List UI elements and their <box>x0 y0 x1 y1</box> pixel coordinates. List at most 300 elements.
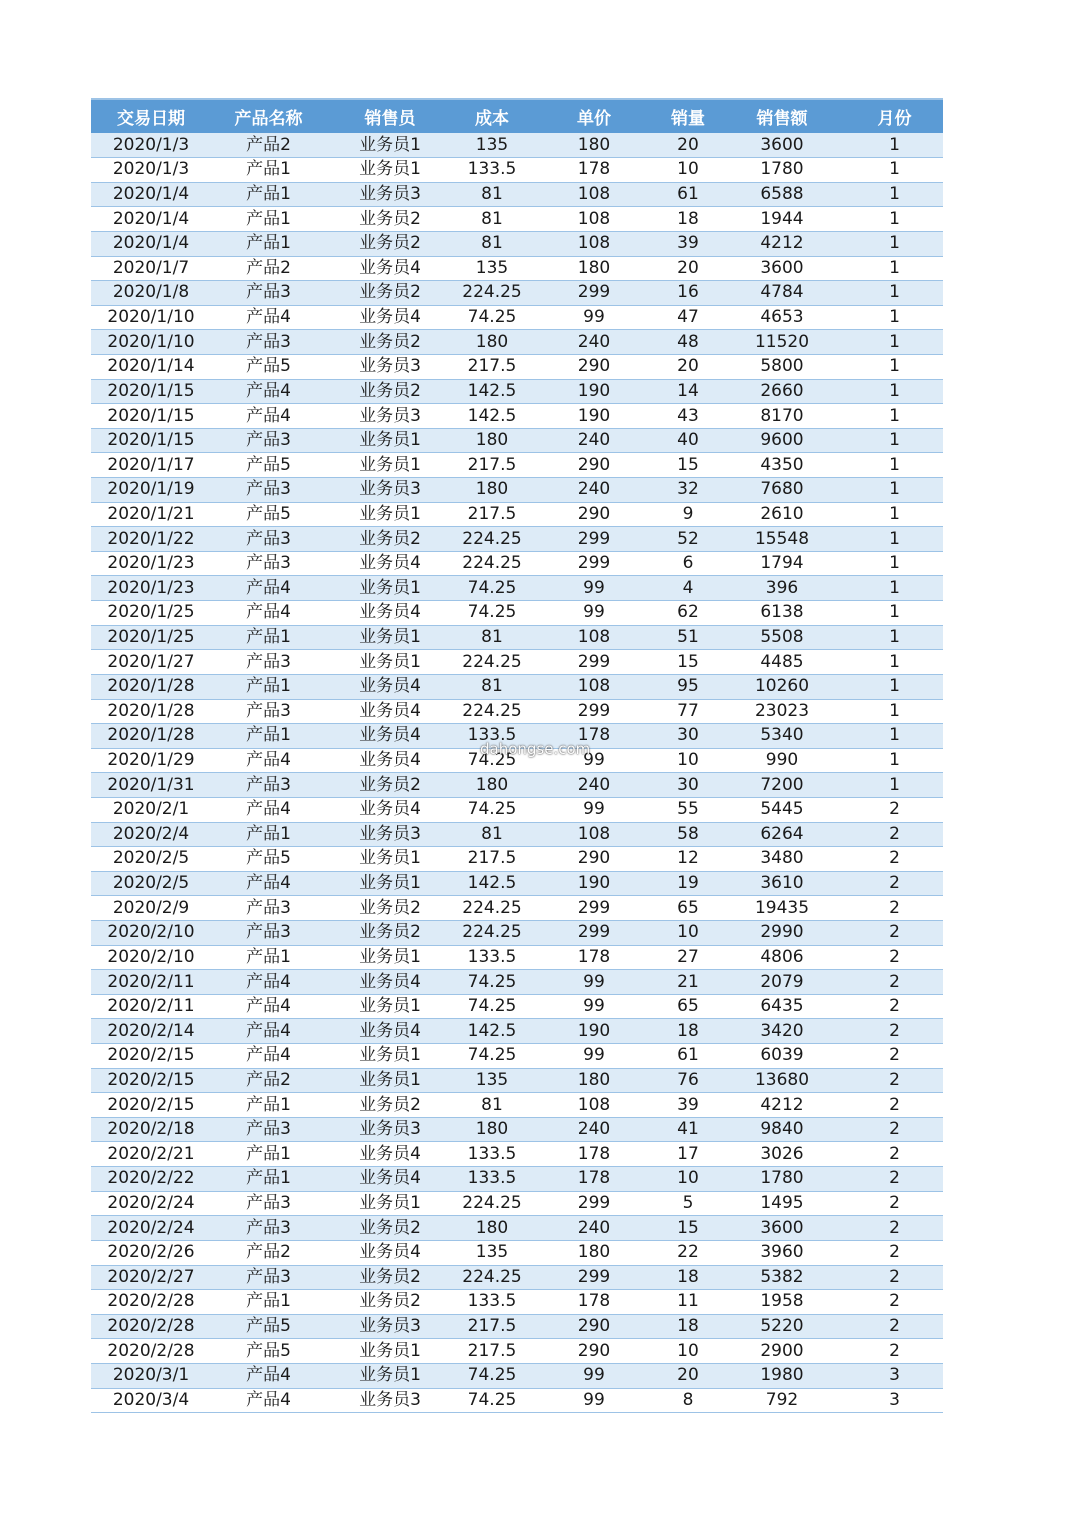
cell-salesperson: 业务员1 <box>326 1339 454 1364</box>
table-row <box>91 379 943 404</box>
cell-date: 2020/1/21 <box>91 502 211 527</box>
cell-product: 产品4 <box>211 1363 326 1388</box>
cell-amount: 6039 <box>718 1044 846 1069</box>
cell-product: 产品1 <box>211 1167 326 1192</box>
cell-month: 2 <box>846 1339 943 1364</box>
cell-product: 产品4 <box>211 797 326 822</box>
table-row <box>91 1093 943 1118</box>
cell-month: 2 <box>846 1314 943 1339</box>
table-row <box>91 1044 943 1069</box>
cell-cost: 133.5 <box>454 724 530 749</box>
table-row <box>91 674 943 699</box>
cell-date: 2020/2/11 <box>91 970 211 995</box>
table-row <box>91 1167 943 1192</box>
cell-cost: 180 <box>454 330 530 355</box>
cell-month: 2 <box>846 1044 943 1069</box>
cell-salesperson: 业务员3 <box>326 1314 454 1339</box>
cell-amount: 13680 <box>718 1068 846 1093</box>
cell-month: 2 <box>846 1142 943 1167</box>
cell-cost: 135 <box>454 133 530 158</box>
table-row <box>91 871 943 896</box>
cell-quantity: 52 <box>658 527 718 552</box>
cell-date: 2020/2/11 <box>91 994 211 1019</box>
cell-price: 108 <box>530 625 658 650</box>
cell-date: 2020/1/29 <box>91 748 211 773</box>
cell-product: 产品1 <box>211 674 326 699</box>
cell-price: 99 <box>530 1044 658 1069</box>
cell-amount: 4212 <box>718 231 846 256</box>
cell-cost: 74.25 <box>454 576 530 601</box>
cell-salesperson: 业务员4 <box>326 551 454 576</box>
cell-month: 2 <box>846 945 943 970</box>
cell-cost: 224.25 <box>454 699 530 724</box>
cell-quantity: 58 <box>658 822 718 847</box>
cell-product: 产品4 <box>211 1388 326 1413</box>
cell-salesperson: 业务员1 <box>326 847 454 872</box>
cell-salesperson: 业务员2 <box>326 527 454 552</box>
table-row <box>91 1216 943 1241</box>
cell-salesperson: 业务员2 <box>326 1290 454 1315</box>
cell-product: 产品1 <box>211 182 326 207</box>
cell-quantity: 15 <box>658 453 718 478</box>
cell-quantity: 65 <box>658 896 718 921</box>
cell-date: 2020/1/7 <box>91 256 211 281</box>
cell-amount: 9840 <box>718 1117 846 1142</box>
cell-quantity: 15 <box>658 650 718 675</box>
cell-price: 299 <box>530 1191 658 1216</box>
header-cost: 成本 <box>454 99 530 133</box>
cell-cost: 224.25 <box>454 896 530 921</box>
cell-product: 产品4 <box>211 404 326 429</box>
cell-product: 产品4 <box>211 871 326 896</box>
table-row <box>91 1290 943 1315</box>
cell-salesperson: 业务员4 <box>326 1019 454 1044</box>
cell-product: 产品3 <box>211 896 326 921</box>
cell-product: 产品3 <box>211 773 326 798</box>
cell-date: 2020/1/31 <box>91 773 211 798</box>
table-row <box>91 576 943 601</box>
cell-month: 3 <box>846 1388 943 1413</box>
cell-amount: 4485 <box>718 650 846 675</box>
cell-month: 1 <box>846 625 943 650</box>
cell-month: 2 <box>846 847 943 872</box>
cell-cost: 81 <box>454 182 530 207</box>
cell-product: 产品3 <box>211 281 326 306</box>
cell-price: 299 <box>530 921 658 946</box>
table-row <box>91 1339 943 1364</box>
cell-product: 产品4 <box>211 305 326 330</box>
cell-salesperson: 业务员3 <box>326 478 454 503</box>
cell-price: 190 <box>530 379 658 404</box>
cell-quantity: 4 <box>658 576 718 601</box>
cell-price: 99 <box>530 797 658 822</box>
cell-price: 108 <box>530 231 658 256</box>
cell-month: 1 <box>846 182 943 207</box>
cell-amount: 4350 <box>718 453 846 478</box>
cell-quantity: 43 <box>658 404 718 429</box>
cell-date: 2020/1/25 <box>91 625 211 650</box>
table-row <box>91 945 943 970</box>
cell-product: 产品3 <box>211 1216 326 1241</box>
cell-salesperson: 业务员1 <box>326 502 454 527</box>
cell-date: 2020/2/15 <box>91 1044 211 1069</box>
cell-date: 2020/1/4 <box>91 231 211 256</box>
table-row <box>91 921 943 946</box>
cell-quantity: 5 <box>658 1191 718 1216</box>
cell-salesperson: 业务员2 <box>326 330 454 355</box>
table-row <box>91 256 943 281</box>
cell-price: 299 <box>530 551 658 576</box>
cell-price: 108 <box>530 1093 658 1118</box>
table-row <box>91 281 943 306</box>
cell-cost: 142.5 <box>454 871 530 896</box>
cell-cost: 74.25 <box>454 748 530 773</box>
cell-cost: 224.25 <box>454 281 530 306</box>
cell-date: 2020/2/5 <box>91 847 211 872</box>
cell-amount: 1794 <box>718 551 846 576</box>
cell-date: 2020/2/14 <box>91 1019 211 1044</box>
cell-month: 2 <box>846 1117 943 1142</box>
cell-product: 产品3 <box>211 921 326 946</box>
cell-amount: 9600 <box>718 428 846 453</box>
table-row <box>91 699 943 724</box>
table-row <box>91 428 943 453</box>
cell-quantity: 61 <box>658 182 718 207</box>
cell-salesperson: 业务员1 <box>326 428 454 453</box>
cell-quantity: 22 <box>658 1240 718 1265</box>
cell-cost: 74.25 <box>454 797 530 822</box>
cell-product: 产品4 <box>211 970 326 995</box>
cell-product: 产品5 <box>211 453 326 478</box>
cell-quantity: 47 <box>658 305 718 330</box>
cell-cost: 133.5 <box>454 945 530 970</box>
cell-salesperson: 业务员4 <box>326 724 454 749</box>
cell-salesperson: 业务员1 <box>326 1044 454 1069</box>
cell-price: 178 <box>530 158 658 183</box>
cell-cost: 81 <box>454 231 530 256</box>
cell-month: 3 <box>846 1363 943 1388</box>
cell-month: 2 <box>846 1265 943 1290</box>
table-row <box>91 1314 943 1339</box>
cell-month: 1 <box>846 281 943 306</box>
cell-month: 1 <box>846 724 943 749</box>
cell-salesperson: 业务员4 <box>326 305 454 330</box>
cell-product: 产品3 <box>211 551 326 576</box>
table-row <box>91 970 943 995</box>
cell-salesperson: 业务员1 <box>326 158 454 183</box>
cell-cost: 133.5 <box>454 158 530 183</box>
cell-quantity: 19 <box>658 871 718 896</box>
cell-amount: 3610 <box>718 871 846 896</box>
cell-amount: 7200 <box>718 773 846 798</box>
cell-month: 2 <box>846 1191 943 1216</box>
cell-quantity: 10 <box>658 1167 718 1192</box>
cell-date: 2020/2/15 <box>91 1093 211 1118</box>
cell-product: 产品3 <box>211 650 326 675</box>
cell-quantity: 27 <box>658 945 718 970</box>
cell-product: 产品1 <box>211 158 326 183</box>
cell-product: 产品1 <box>211 1290 326 1315</box>
cell-salesperson: 业务员4 <box>326 1167 454 1192</box>
cell-date: 2020/1/4 <box>91 207 211 232</box>
cell-cost: 74.25 <box>454 1388 530 1413</box>
cell-cost: 142.5 <box>454 404 530 429</box>
cell-salesperson: 业务员2 <box>326 207 454 232</box>
table-row <box>91 404 943 429</box>
table-row <box>91 133 943 158</box>
table-row <box>91 305 943 330</box>
cell-cost: 217.5 <box>454 354 530 379</box>
cell-price: 240 <box>530 773 658 798</box>
cell-salesperson: 业务员3 <box>326 822 454 847</box>
cell-amount: 5445 <box>718 797 846 822</box>
cell-amount: 5340 <box>718 724 846 749</box>
cell-salesperson: 业务员1 <box>326 945 454 970</box>
cell-amount: 8170 <box>718 404 846 429</box>
cell-amount: 1944 <box>718 207 846 232</box>
table-row <box>91 502 943 527</box>
table-row <box>91 1240 943 1265</box>
cell-date: 2020/1/8 <box>91 281 211 306</box>
cell-price: 290 <box>530 354 658 379</box>
cell-date: 2020/1/17 <box>91 453 211 478</box>
cell-amount: 1780 <box>718 158 846 183</box>
cell-salesperson: 业务员4 <box>326 1240 454 1265</box>
cell-date: 2020/2/15 <box>91 1068 211 1093</box>
cell-date: 2020/1/10 <box>91 305 211 330</box>
cell-price: 99 <box>530 748 658 773</box>
cell-amount: 3960 <box>718 1240 846 1265</box>
table-row <box>91 625 943 650</box>
cell-product: 产品3 <box>211 527 326 552</box>
cell-salesperson: 业务员1 <box>326 1191 454 1216</box>
cell-product: 产品1 <box>211 207 326 232</box>
cell-salesperson: 业务员4 <box>326 970 454 995</box>
cell-price: 99 <box>530 970 658 995</box>
cell-product: 产品2 <box>211 1240 326 1265</box>
cell-quantity: 20 <box>658 354 718 379</box>
cell-quantity: 9 <box>658 502 718 527</box>
cell-salesperson: 业务员4 <box>326 1142 454 1167</box>
cell-month: 1 <box>846 527 943 552</box>
cell-price: 240 <box>530 478 658 503</box>
cell-amount: 11520 <box>718 330 846 355</box>
cell-salesperson: 业务员3 <box>326 404 454 429</box>
table-row <box>91 822 943 847</box>
cell-product: 产品3 <box>211 1117 326 1142</box>
cell-price: 178 <box>530 945 658 970</box>
cell-cost: 217.5 <box>454 1339 530 1364</box>
cell-amount: 5382 <box>718 1265 846 1290</box>
cell-date: 2020/1/22 <box>91 527 211 552</box>
table-row <box>91 453 943 478</box>
cell-quantity: 65 <box>658 994 718 1019</box>
cell-date: 2020/3/1 <box>91 1363 211 1388</box>
cell-price: 99 <box>530 994 658 1019</box>
table-row <box>91 1388 943 1413</box>
cell-cost: 180 <box>454 478 530 503</box>
cell-amount: 19435 <box>718 896 846 921</box>
cell-amount: 2900 <box>718 1339 846 1364</box>
cell-price: 99 <box>530 576 658 601</box>
cell-quantity: 39 <box>658 1093 718 1118</box>
cell-amount: 1780 <box>718 1167 846 1192</box>
cell-price: 99 <box>530 1363 658 1388</box>
cell-product: 产品1 <box>211 945 326 970</box>
watermark: dahongse.com <box>480 740 591 758</box>
cell-quantity: 55 <box>658 797 718 822</box>
cell-amount: 4806 <box>718 945 846 970</box>
cell-salesperson: 业务员4 <box>326 699 454 724</box>
cell-month: 1 <box>846 305 943 330</box>
cell-date: 2020/1/10 <box>91 330 211 355</box>
cell-month: 1 <box>846 133 943 158</box>
table-row <box>91 896 943 921</box>
cell-amount: 2610 <box>718 502 846 527</box>
cell-cost: 74.25 <box>454 970 530 995</box>
cell-month: 2 <box>846 1019 943 1044</box>
cell-date: 2020/1/19 <box>91 478 211 503</box>
cell-date: 2020/1/4 <box>91 182 211 207</box>
cell-month: 1 <box>846 674 943 699</box>
cell-cost: 81 <box>454 1093 530 1118</box>
cell-price: 299 <box>530 281 658 306</box>
cell-quantity: 18 <box>658 1265 718 1290</box>
cell-date: 2020/1/23 <box>91 576 211 601</box>
cell-amount: 6435 <box>718 994 846 1019</box>
cell-salesperson: 业务员2 <box>326 1265 454 1290</box>
cell-product: 产品1 <box>211 625 326 650</box>
cell-date: 2020/2/4 <box>91 822 211 847</box>
cell-date: 2020/1/14 <box>91 354 211 379</box>
cell-quantity: 62 <box>658 601 718 626</box>
cell-product: 产品4 <box>211 379 326 404</box>
cell-cost: 135 <box>454 1068 530 1093</box>
cell-salesperson: 业务员1 <box>326 576 454 601</box>
cell-product: 产品4 <box>211 994 326 1019</box>
cell-quantity: 17 <box>658 1142 718 1167</box>
cell-quantity: 20 <box>658 1363 718 1388</box>
cell-price: 240 <box>530 1117 658 1142</box>
cell-date: 2020/1/23 <box>91 551 211 576</box>
cell-product: 产品4 <box>211 1044 326 1069</box>
cell-month: 1 <box>846 330 943 355</box>
cell-month: 1 <box>846 478 943 503</box>
table-row <box>91 551 943 576</box>
cell-price: 108 <box>530 207 658 232</box>
table-body <box>91 133 943 1413</box>
table-row <box>91 182 943 207</box>
cell-date: 2020/2/26 <box>91 1240 211 1265</box>
cell-cost: 217.5 <box>454 453 530 478</box>
cell-amount: 5508 <box>718 625 846 650</box>
cell-cost: 81 <box>454 674 530 699</box>
table-row <box>91 1117 943 1142</box>
cell-product: 产品3 <box>211 330 326 355</box>
cell-quantity: 30 <box>658 773 718 798</box>
cell-month: 2 <box>846 994 943 1019</box>
cell-price: 178 <box>530 1167 658 1192</box>
cell-cost: 180 <box>454 1216 530 1241</box>
cell-price: 108 <box>530 822 658 847</box>
cell-amount: 5800 <box>718 354 846 379</box>
header-unit-price: 单价 <box>530 99 658 133</box>
cell-amount: 3600 <box>718 133 846 158</box>
cell-cost: 224.25 <box>454 527 530 552</box>
table-row <box>91 773 943 798</box>
cell-date: 2020/1/15 <box>91 379 211 404</box>
cell-amount: 4653 <box>718 305 846 330</box>
cell-date: 2020/2/18 <box>91 1117 211 1142</box>
cell-quantity: 10 <box>658 921 718 946</box>
cell-month: 2 <box>846 921 943 946</box>
cell-salesperson: 业务员1 <box>326 625 454 650</box>
cell-salesperson: 业务员1 <box>326 650 454 675</box>
cell-salesperson: 业务员2 <box>326 773 454 798</box>
cell-salesperson: 业务员1 <box>326 871 454 896</box>
cell-salesperson: 业务员2 <box>326 379 454 404</box>
cell-cost: 74.25 <box>454 1044 530 1069</box>
cell-price: 108 <box>530 674 658 699</box>
cell-amount: 5220 <box>718 1314 846 1339</box>
cell-salesperson: 业务员2 <box>326 281 454 306</box>
cell-quantity: 20 <box>658 256 718 281</box>
cell-date: 2020/3/4 <box>91 1388 211 1413</box>
cell-product: 产品2 <box>211 256 326 281</box>
cell-product: 产品1 <box>211 1142 326 1167</box>
cell-amount: 3600 <box>718 1216 846 1241</box>
cell-product: 产品5 <box>211 502 326 527</box>
cell-month: 2 <box>846 1216 943 1241</box>
table-row <box>91 1363 943 1388</box>
cell-price: 240 <box>530 428 658 453</box>
table-row <box>91 650 943 675</box>
cell-salesperson: 业务员3 <box>326 1388 454 1413</box>
cell-cost: 217.5 <box>454 502 530 527</box>
cell-cost: 74.25 <box>454 994 530 1019</box>
cell-amount: 7680 <box>718 478 846 503</box>
cell-month: 2 <box>846 1240 943 1265</box>
header-trade-date: 交易日期 <box>91 99 211 133</box>
cell-month: 1 <box>846 379 943 404</box>
cell-price: 180 <box>530 133 658 158</box>
cell-month: 2 <box>846 1290 943 1315</box>
cell-amount: 3600 <box>718 256 846 281</box>
cell-product: 产品3 <box>211 478 326 503</box>
cell-product: 产品4 <box>211 748 326 773</box>
cell-amount: 2990 <box>718 921 846 946</box>
table-row <box>91 527 943 552</box>
table-row <box>91 1068 943 1093</box>
cell-amount: 1958 <box>718 1290 846 1315</box>
cell-quantity: 15 <box>658 1216 718 1241</box>
cell-price: 180 <box>530 1240 658 1265</box>
cell-product: 产品4 <box>211 1019 326 1044</box>
cell-salesperson: 业务员4 <box>326 601 454 626</box>
cell-price: 99 <box>530 601 658 626</box>
cell-date: 2020/1/25 <box>91 601 211 626</box>
cell-cost: 81 <box>454 207 530 232</box>
cell-quantity: 30 <box>658 724 718 749</box>
table-row <box>91 207 943 232</box>
cell-price: 180 <box>530 256 658 281</box>
cell-month: 1 <box>846 158 943 183</box>
cell-price: 178 <box>530 1142 658 1167</box>
cell-cost: 217.5 <box>454 1314 530 1339</box>
cell-cost: 224.25 <box>454 650 530 675</box>
cell-product: 产品1 <box>211 724 326 749</box>
cell-cost: 180 <box>454 1117 530 1142</box>
